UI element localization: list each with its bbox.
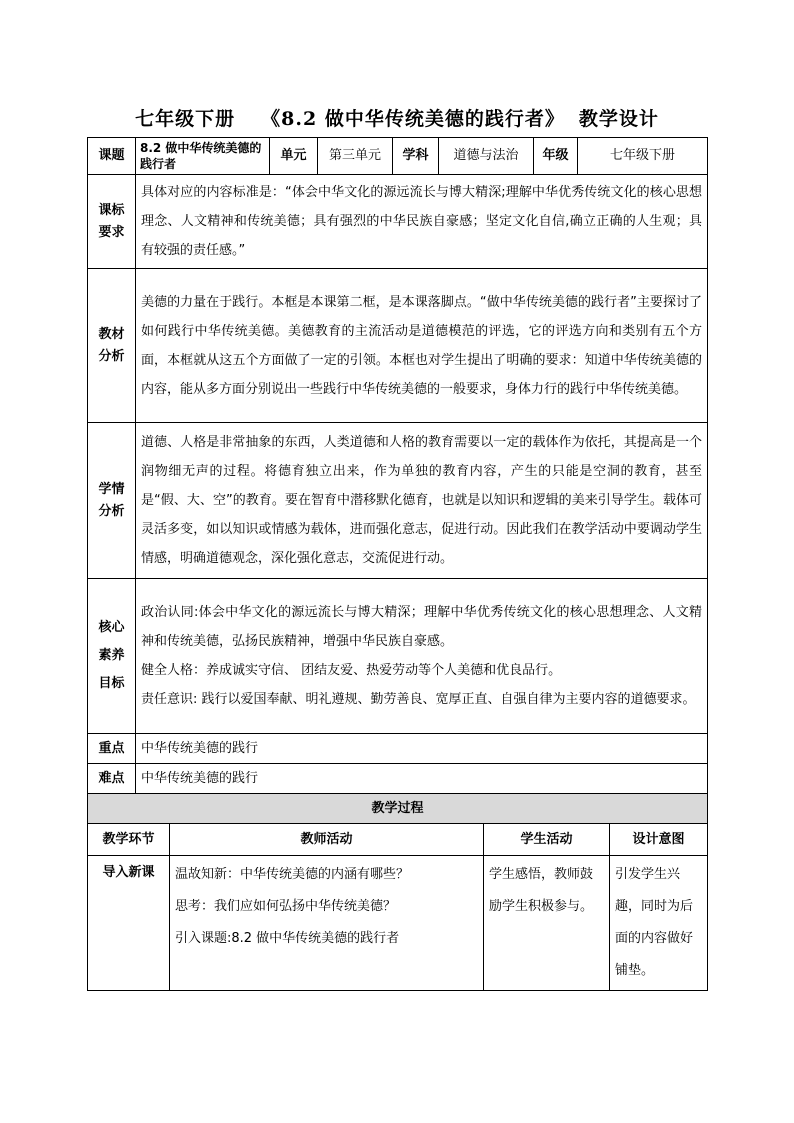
student-cell: 学生感悟，教师鼓励学生积极参与。 [484,856,610,991]
subject-value: 道德与法治 [439,138,534,175]
process-title: 教学过程 [88,794,708,824]
material-label: 教材 分析 [88,269,136,423]
process-row [88,856,708,991]
literacy-row [88,579,708,734]
literacy-text [136,579,708,734]
process-title-row [88,794,708,824]
intent-cell: 引发学生兴趣，同时为后面的内容做好铺垫。 [610,856,708,991]
unit-label: 单元 [270,138,318,175]
grade-label: 年级 [534,138,578,175]
subject-label: 学科 [393,138,439,175]
document-title [0,104,794,131]
students-row [88,423,708,579]
teacher-line: 思考：我们应如何弘扬中华传统美德？ [175,899,397,914]
standards-label: 课标 要求 [88,175,136,269]
teacher-cell [170,856,484,991]
difficulty-row [88,764,708,794]
material-text: 美德的力量在于践行。本框是本课第二框，是本课落脚点。“做中华传统美德的践行者”主要探讨了如何践行中华传统美德。美德教育的主流活动是道德模范的评选，它的评选方向和类别有五个方面，本框就从这五个方面做了一定的引领。本框也对学生提出了明确的要求：知道中华传统美德的内容，能从多方面分别说出一些践行中华传统美德的一般要求，身体力行的践行中华传统美德。 [136,269,708,423]
unit-value: 第三单元 [318,138,393,175]
literacy-label: 核心 素养 目标 [88,579,136,734]
topic-label: 课题 [88,138,136,175]
grade-value: 七年级下册 [578,138,708,175]
col-stage-header: 教学环节 [88,824,170,856]
process-header-row [88,824,708,856]
literacy-item: 责任意识: 践行以爱国奉献、明礼遵规、勤劳善良、宽厚正直、自强自律为主要内容的道德要求。 [141,692,696,707]
standards-row [88,175,708,269]
standards-text: 具体对应的内容标准是：“体会中华文化的源远流长与博大精深;理解中华优秀传统文化的核心思想理念、人文精神和传统美德；具有强烈的中华民族自豪感；坚定文化自信,确立正确的人生观；具有较强的责任感。” [136,175,708,269]
title-doc-type: 教学设计 [578,108,659,130]
difficulty-text: 中华传统美德的践行 [136,764,708,794]
title-lesson: 《8.2 做中华传统美德的践行者》 [261,108,565,130]
lesson-plan-table [87,137,708,991]
students-label: 学情 分析 [88,423,136,579]
topic-value: 8.2 做中华传统美德的践行者 [136,138,270,175]
material-row [88,269,708,423]
teacher-line: 温故知新：中华传统美德的内涵有哪些？ [175,867,410,882]
key-point-row [88,734,708,764]
col-student-header: 学生活动 [484,824,610,856]
literacy-item: 健全人格：养成诚实守信、 团结友爱、热爱劳动等个人美德和优良品行。 [141,663,562,678]
info-row [88,138,708,175]
key-point-text: 中华传统美德的践行 [136,734,708,764]
col-teacher-header: 教师活动 [170,824,484,856]
students-text: 道德、人格是非常抽象的东西，人类道德和人格的教育需要以一定的载体作为依托，其提高是一个润物细无声的过程。将德育独立出来，作为单独的教育内容，产生的只能是空洞的教育，甚至是“假、大、空”的教育。要在智育中潜移默化德育，也就是以知识和逻辑的美来引导学生。载体可灵活多变，如以知识或情感为载体，进而强化意志，促进行动。因此我们在教学活动中要调动学生情感，明确道德观念，深化强化意志，交流促进行动。 [136,423,708,579]
literacy-item: 政治认同:体会中华文化的源远流长与博大精深；理解中华优秀传统文化的核心思想理念、人文精神和传统美德，弘扬民族精神，增强中华民族自豪感。 [141,605,703,649]
key-point-label: 重点 [88,734,136,764]
difficulty-label: 难点 [88,764,136,794]
col-intent-header: 设计意图 [610,824,708,856]
title-grade: 七年级下册 [135,108,236,130]
teacher-line: 引入课题:8.2 做中华传统美德的践行者 [175,931,400,946]
stage-cell: 导入新课 [88,856,170,991]
